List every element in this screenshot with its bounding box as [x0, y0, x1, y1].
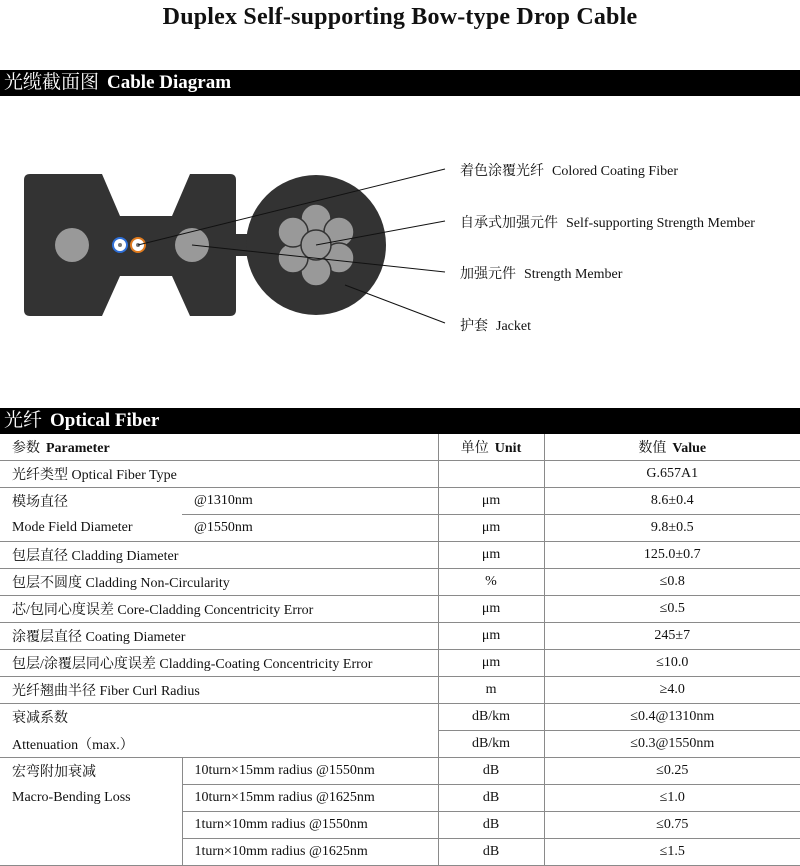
table-row	[0, 785, 800, 812]
row-value: 125.0±0.7	[544, 542, 800, 569]
callout-zh: 着色涂覆光纤	[460, 164, 544, 179]
callout-en: Strength Member	[524, 267, 623, 282]
row-unit: m	[438, 677, 544, 704]
cable-cross-section	[0, 130, 800, 340]
row-label: Macro-Bending Loss	[12, 790, 131, 805]
header-value-zh: 数值	[638, 441, 667, 456]
table-row	[0, 677, 800, 704]
callout-self-supporting-member	[460, 212, 755, 232]
table-row	[0, 461, 800, 488]
row-value: ≤10.0	[544, 650, 800, 677]
row-value: ≤0.8	[544, 569, 800, 596]
callout-strength-member	[460, 263, 622, 283]
row-unit	[438, 461, 544, 488]
row-label: 涂覆层直径 Coating Diameter	[0, 623, 438, 650]
optical-fiber-spec-table	[0, 434, 800, 866]
header-value-en: Value	[672, 441, 707, 456]
row-sublabel: 10turn×15mm radius @1625nm	[182, 785, 438, 812]
row-value: ≤0.5	[544, 596, 800, 623]
table-row	[0, 758, 800, 785]
row-value: ≥4.0	[544, 677, 800, 704]
row-value: ≤0.4@1310nm	[544, 704, 800, 731]
row-value: ≤0.25	[544, 758, 800, 785]
row-sublabel: @1310nm	[182, 488, 438, 515]
section-title-zh: 光缆截面图	[4, 72, 100, 93]
header-param-en: Parameter	[46, 441, 110, 456]
row-value: 9.8±0.5	[544, 515, 800, 542]
row-unit: μm	[438, 596, 544, 623]
table-row	[0, 542, 800, 569]
row-sublabel: 1turn×10mm radius @1550nm	[182, 812, 438, 839]
fiber-blue-core	[118, 243, 122, 247]
callout-en: Colored Coating Fiber	[552, 164, 678, 179]
header-value	[544, 434, 800, 461]
callout-zh: 护套	[460, 319, 488, 334]
callout-zh: 加强元件	[460, 267, 516, 282]
row-unit: μm	[438, 623, 544, 650]
header-unit	[438, 434, 544, 461]
header-unit-en: Unit	[494, 441, 522, 456]
row-unit: dB	[438, 758, 544, 785]
row-unit: μm	[438, 542, 544, 569]
row-label: 宏弯附加衰减	[12, 765, 96, 781]
header-param-zh: 参数	[12, 441, 40, 456]
row-label: 包层直径 Cladding Diameter	[0, 542, 438, 569]
table-row	[0, 623, 800, 650]
table-row	[0, 596, 800, 623]
section-title-en: Cable Diagram	[107, 72, 232, 93]
row-value: G.657A1	[544, 461, 800, 488]
row-sublabel: 1turn×10mm radius @1625nm	[182, 839, 438, 866]
section-title-zh: 光纤	[4, 410, 43, 431]
callout-en: Self-supporting Strength Member	[566, 216, 755, 231]
row-value: ≤1.0	[544, 785, 800, 812]
row-sublabel: 10turn×15mm radius @1550nm	[182, 758, 438, 785]
row-unit: dB	[438, 839, 544, 866]
row-label: 包层/涂覆层同心度误差 Cladding-Coating Concentricity Error	[0, 650, 438, 677]
row-sublabel: @1550nm	[182, 515, 438, 542]
row-unit: μm	[438, 488, 544, 515]
callout-en: Jacket	[496, 319, 531, 334]
callout-jacket	[460, 315, 531, 335]
table-row	[0, 839, 800, 866]
cable-diagram	[0, 130, 800, 340]
row-unit: μm	[438, 650, 544, 677]
page-title: Duplex Self-supporting Bow-type Drop Cable	[162, 4, 638, 30]
header-parameter	[0, 434, 438, 461]
row-value: ≤0.3@1550nm	[544, 731, 800, 758]
row-label: 光纤类型 Optical Fiber Type	[0, 461, 438, 488]
row-unit: dB/km	[438, 704, 544, 731]
row-label: Attenuation（max.）	[0, 731, 438, 758]
section-header-cable-diagram	[0, 70, 800, 96]
table-row	[0, 704, 800, 731]
row-label: 包层不圆度 Cladding Non-Circularity	[0, 569, 438, 596]
table-row	[0, 812, 800, 839]
section-title-en: Optical Fiber	[50, 410, 160, 431]
callout-zh: 自承式加强元件	[460, 216, 558, 231]
table-row	[0, 650, 800, 677]
row-unit: dB/km	[438, 731, 544, 758]
table-header-row	[0, 434, 800, 461]
row-value: 245±7	[544, 623, 800, 650]
row-value: ≤1.5	[544, 839, 800, 866]
table-row	[0, 569, 800, 596]
row-label: 光纤翘曲半径 Fiber Curl Radius	[0, 677, 438, 704]
row-label	[0, 812, 182, 839]
row-value: ≤0.75	[544, 812, 800, 839]
strength-member-left	[55, 228, 89, 262]
row-unit: %	[438, 569, 544, 596]
row-unit: dB	[438, 785, 544, 812]
row-label	[0, 839, 182, 866]
callout-colored-coating-fiber	[460, 160, 678, 180]
row-label: Mode Field Diameter	[0, 515, 182, 542]
section-header-optical-fiber	[0, 408, 800, 434]
row-label: 模场直径	[12, 495, 68, 511]
table-row	[0, 515, 800, 542]
row-unit: μm	[438, 515, 544, 542]
table-row	[0, 488, 800, 515]
header-unit-zh: 单位	[460, 441, 489, 456]
row-label: 芯/包同心度误差 Core-Cladding Concentricity Error	[0, 596, 438, 623]
table-row	[0, 731, 800, 758]
row-label: 衰减系数	[12, 711, 68, 727]
row-value: 8.6±0.4	[544, 488, 800, 515]
row-unit: dB	[438, 812, 544, 839]
